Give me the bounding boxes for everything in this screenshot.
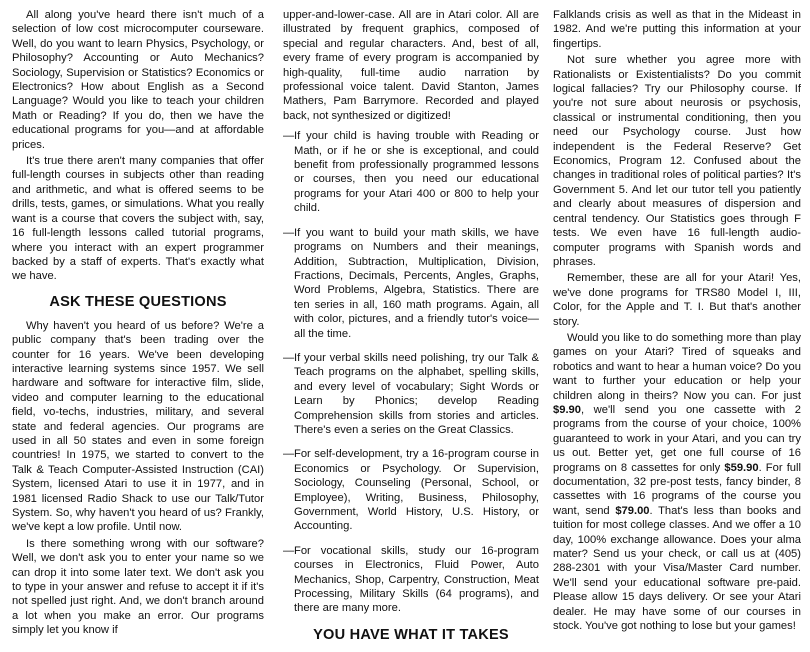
bullet-self-development: [283, 447, 539, 533]
paragraph-remember-atari: Remember, these are all for your Atari! Yes, we've done programs for TRS80 Model I, III, Color, for the Apple and T. I. But that's another story.: [553, 272, 801, 328]
column-2: [283, 8, 539, 652]
paragraph-full-length-courses: It's true there aren't many companies that offer full-length courses in subjects other than reading and arithmetic, and what is offered seems to be drills, tests, games, or simulations. What you really want is a course that covers the subject with, say, 16 full-length lessons called tutorial programs, where you interact with an expert programmer backed by a staff of experts. That's exactly what we have.: [12, 155, 264, 283]
dash-marker: —: [283, 130, 295, 143]
paragraph-atari-color: upper-and-lower-case. All are in Atari color. All are illustrated by frequent graphics, composed of special and regular characters. And, best of all, every frame of every program is accompanied by high-quality, full-time audio narration by professional voice talent. David Stanton, James Mathers, Pam Barrymore. Recorded and played back, not synthesized or digitized!: [283, 9, 539, 122]
paragraph-courses-list: Not sure whether you agree more with Rationalists or Existentialists? Do you commit logical fallacies? Try our Philosophy course. If you're not sure about neurosis or psychosis, classical or instrumental conditioning, then you need our Psychology course. Just how independent is the Federal Reserve? Get Economics, Program 12. Confused about the changes in traditional roles of political parties? It's Government 5. And let our tutor tell you patiently and clearly about measures of dispersion and central tendency. Our Statistics goes through F tests. We even have 16 full-length audio-computer programs with Spanish words and phrases.: [553, 54, 801, 268]
column-3: [553, 8, 801, 635]
bullet-text: If your child is having trouble with Reading or Math, or if he or she is exceptional, and could benefit from professionally programmed lessons or courses, then you need our educational programs for your Atari 400 or 800 to help your child.: [294, 130, 539, 215]
paragraph-offer: [553, 331, 801, 634]
bullet-text: If you want to build your math skills, we have programs on Numbers and their meanings, Addition, Subtraction, Multiplication, Division, Fractions, Decimals, Percents, Angles, Graphs, Word Problems, Algebra, Statistics. There are ten series in all, 160 math programs. Again, all with color, pictures, and a friendly tutor's voice—all the time.: [294, 226, 539, 340]
dash-marker: —: [283, 544, 295, 557]
bullet-verbal-skills: [283, 351, 539, 437]
paragraph-company-history: Why haven't you heard of us before? We're a public company that's been trading over the counter for 16 years. We've been developing interactive learning systems since 1957. We sell hardware and software for interactive film, slide, video and computer learning to the educational field, vo-techs, industries, military, and several state and federal agencies. Our programs are used in all 50 states and even in some foreign countries! In 1975, we started to convert to the Talk & Teach Computer-Assisted Instruction (CAI) System, licensed Atari to use it in 1977, and in 1981 licensed Radio Shack to use our Talk/Tutor System. So, why haven't you heard of us? Frankly, we've kept a low profile. Until now.: [12, 319, 264, 534]
bullet-vocational-skills: [283, 544, 539, 616]
dash-marker: —: [283, 226, 295, 239]
paragraph-software-quality: Is there something wrong with our software? Well, we don't ask you to enter your name so we can drop it into some later text. We don't ask you to type in your answer and refuse to accept it if it's not spelled just right. And, we don't branch around a lot when you make an error. Our programs simply let you know if: [12, 537, 264, 637]
paragraph-falklands: Falklands crisis as well as that in the Mideast in 1982. And we're putting this information at your fingertips.: [553, 9, 801, 50]
heading-ask-these-questions: ASK THESE QUESTIONS: [49, 293, 227, 310]
paragraph-selection: All along you've heard there isn't much of a selection of low cost microcomputer courseware. Well, do you want to learn Physics, Psychology, or Philosophy? Accounting or Auto Mechanics? Sociology, Supervision or Statistics? Economics or Electronics? How about English as a Second Language? Would you like to teach your children Math or Reading? If you do, then we have the educational programs for you—and at affordable prices.: [12, 9, 264, 151]
bullet-text: For vocational skills, study our 16-program courses in Electronics, Fluid Power, Auto Mechanics, Shop, Carpentry, Construction, Meat Processing, Military Skills (64 programs), and there are many more.: [294, 544, 539, 615]
column-1: [12, 8, 264, 640]
dash-marker: —: [283, 351, 295, 364]
offer-text-3: . For full documentation, 32 pre-post tests, fancy binder, 8 cassettes with 16 programs of the course you want, send: [553, 461, 801, 517]
bullet-text: For self-development, try a 16-program course in Economics or Psychology. Or Supervision, Sociology, Counseling (Personal, School, or Employee), Writing, Business, Philosophy, Government, World History, U.S. History, or Accounting.: [294, 448, 539, 533]
heading-you-have-what-it-takes: YOU HAVE WHAT IT TAKES: [313, 626, 509, 643]
offer-text-2: , we'll send you one cassette with 2 programs from the course of your choice, 100% guaranteed to work in your Atari, and you can try us out. Better yet, get one full course of 16 programs on 8 cassettes for only: [553, 403, 801, 474]
bullet-child-reading-math: [283, 129, 539, 215]
bullet-math-skills: [283, 226, 539, 341]
price-one-cassette: $9.90: [553, 403, 581, 416]
bullet-text: If your verbal skills need polishing, try our Talk & Teach programs on the alphabet, spelling skills, and every level of vocabulary; Sight Words or Learn by Phonics; develop Reading Comprehension skills from stories and articles. There's even a series on the Great Classics.: [294, 351, 539, 436]
offer-text-1: Would you like to do something more than play games on your Atari? Tired of squeaks and robotics and want to hear a human voice? Do you want to further your education or help your children along in theirs? Now you can. For just: [553, 331, 801, 402]
dash-marker: —: [283, 448, 295, 461]
price-full-documentation: $79.00: [615, 504, 650, 517]
price-full-course: $59.90: [724, 461, 759, 474]
offer-text-4: . That's less than books and tuition for most college classes. And we offer a 10 day, 100% exchange allowance. Does your alma mater? Send us your check, or call us at (405) 288-2301 with your Visa/Master Card number. We'll send your educational software pre-paid. Please allow 15 days delivery. Or see your Atari dealer. He may have some of our courses in stock. You've got nothing to lose but your games!: [553, 504, 801, 633]
